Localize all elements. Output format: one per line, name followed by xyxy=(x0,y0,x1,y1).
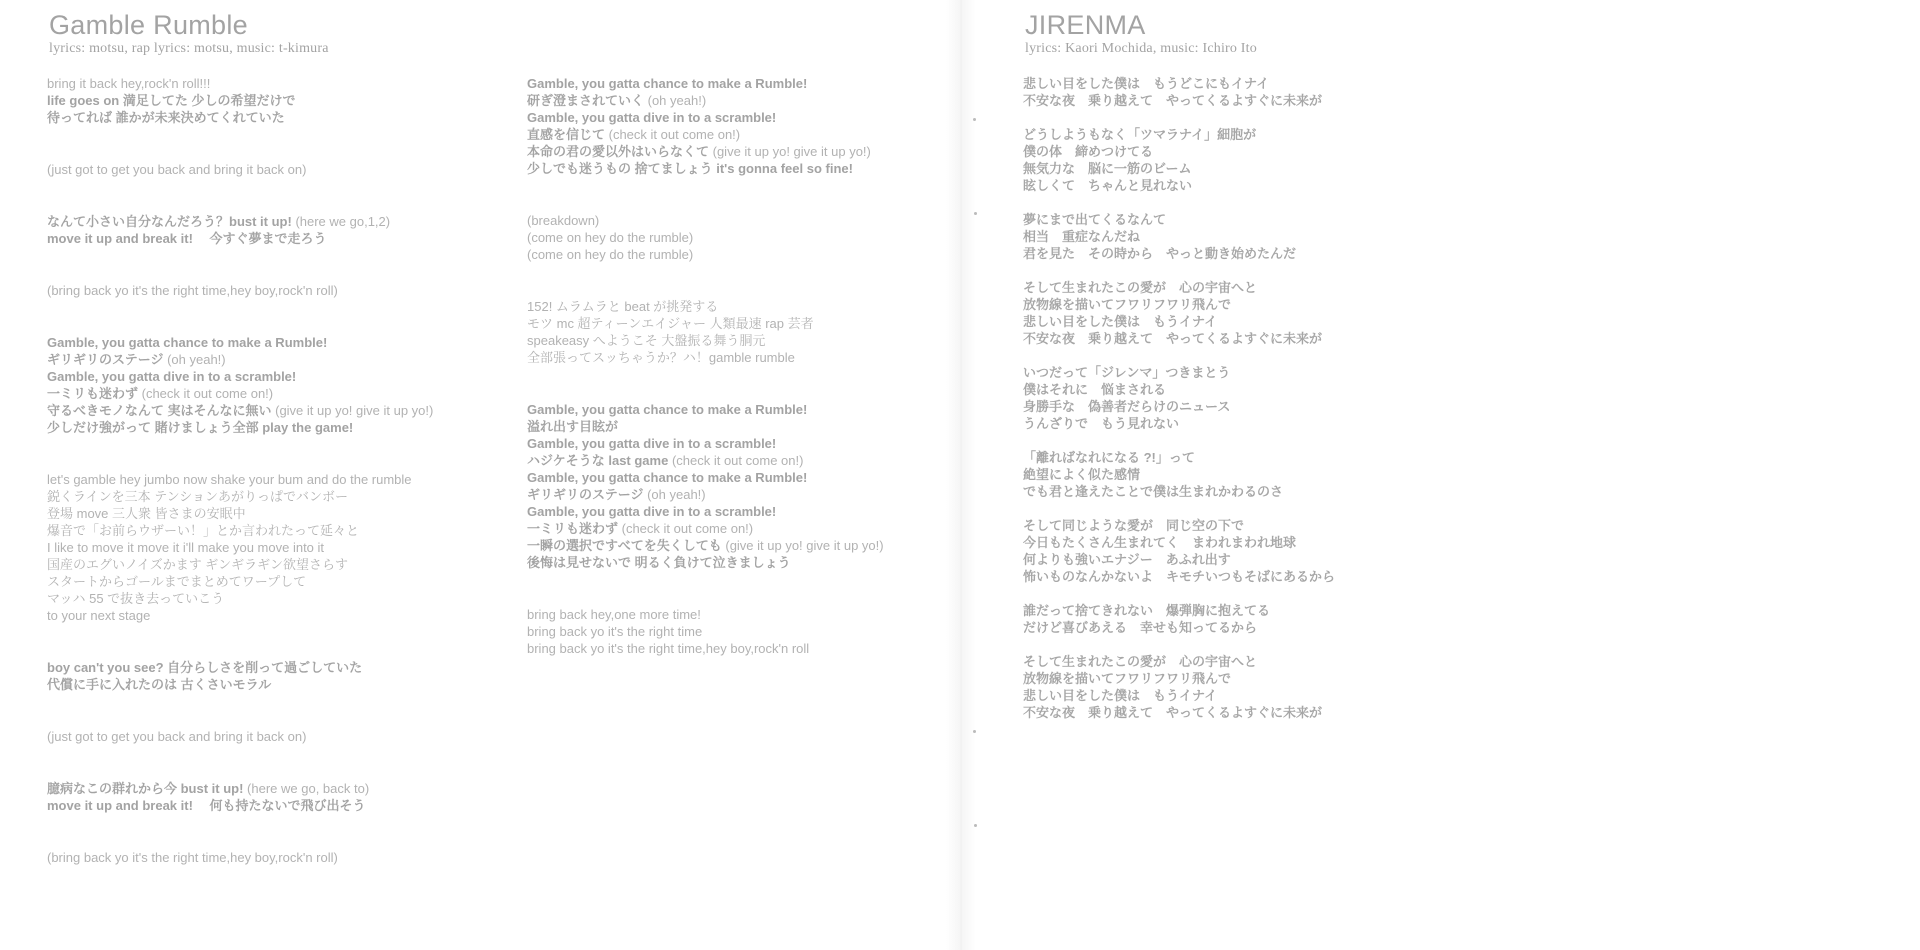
jirenma-credits: lyrics: Kaori Mochida, music: Ichiro Ito xyxy=(1025,41,1257,56)
lyric-stanza xyxy=(47,780,433,814)
lyric-aside: (just got to get you back and bring it back on) xyxy=(47,729,307,744)
lyric-line: だけど喜びあえる 幸せも知ってるから xyxy=(1023,620,1258,635)
lyric-line xyxy=(527,298,884,315)
lyric-line: 僕の体 締めつけてる xyxy=(1023,144,1154,159)
lyric-line xyxy=(527,246,884,263)
lyric-stanza xyxy=(527,401,884,571)
lyric-line xyxy=(47,213,433,230)
lyric-line xyxy=(47,161,433,178)
lyric-aside: スタートからゴールまでまとめてワープして xyxy=(47,574,307,589)
lyric-text: 少しだけ強がって 賭けましょう全部 play the game! xyxy=(47,420,354,435)
lyric-line: 悲しい目をした僕は もうイナイ xyxy=(1023,688,1218,703)
lyric-line: 夢にまで出てくるなんて xyxy=(1023,212,1167,227)
lyric-line xyxy=(527,160,884,177)
lyric-line xyxy=(527,520,884,537)
lyric-aside: 爆音で「お前らウザーい！」とか言われたって延々と xyxy=(47,523,360,538)
lyric-aside: (oh yeah!) xyxy=(167,352,226,367)
lyric-stanza xyxy=(47,728,433,745)
lyric-line xyxy=(47,334,433,351)
lyric-line xyxy=(527,469,884,486)
lyric-stanza xyxy=(47,659,433,693)
lyric-aside: (breakdown) xyxy=(527,213,600,228)
lyric-stanza xyxy=(47,471,433,624)
lyric-text: Gamble, you gatta chance to make a Rumble! xyxy=(47,335,328,350)
lyric-aside: モツ mc 超ティーンエイジャー 人類最速 rap 芸者 xyxy=(527,316,814,331)
lyric-line xyxy=(47,556,433,573)
lyric-stanza xyxy=(527,298,884,366)
lyric-text: なんて小さい自分なんだろう？bust it up! xyxy=(47,214,296,229)
lyric-text: Gamble, you gatta chance to make a Rumble! xyxy=(527,470,808,485)
lyric-line: 君を見た その時から やっと動き始めたんだ xyxy=(1023,246,1297,261)
lyric-aside: (give it up yo! give it up yo!) xyxy=(712,144,871,159)
lyric-line: 絶望によく似た感情 xyxy=(1023,467,1141,482)
lyric-aside: bring back yo it's the right time,hey boy,rock'n roll xyxy=(527,641,810,656)
lyric-aside: (check it out come on!) xyxy=(671,453,804,468)
lyric-aside: (oh yeah!) xyxy=(647,93,707,108)
lyric-line xyxy=(527,332,884,349)
lyric-text: move it up and break it! 何も持たないで飛び出そう xyxy=(47,798,366,813)
lyric-aside: (give it up yo! give it up yo!) xyxy=(725,538,884,553)
lyric-stanza xyxy=(1023,211,1335,262)
lyric-text: ギリギリのステージ xyxy=(47,352,168,367)
lyric-line: そして生まれたこの愛が 心の宇宙へと xyxy=(1023,654,1258,669)
lyric-aside: 登場 move 三人衆 皆さまの安眠中 xyxy=(47,506,246,521)
lyric-text: 本命の君の愛以外はいらなくて xyxy=(527,144,713,159)
lyric-text: 一ミリも迷わず xyxy=(47,386,142,401)
lyric-aside: 152! ムラムラと beat が挑発する xyxy=(527,299,719,314)
lyric-line xyxy=(527,503,884,520)
lyric-line xyxy=(527,143,884,160)
lyric-line xyxy=(47,590,433,607)
lyric-text: Gamble, you gatta dive in to a scramble! xyxy=(527,504,777,519)
lyric-line xyxy=(47,607,433,624)
lyric-line: うんざりで もう見れない xyxy=(1023,416,1180,431)
lyric-line: 悲しい目をした僕は もうイナイ xyxy=(1023,314,1218,329)
lyric-aside: (give it up yo! give it up yo!) xyxy=(275,403,434,418)
lyric-text: Gamble, you gatta chance to make a Rumble! xyxy=(527,76,808,91)
lyric-aside: (check it out come on!) xyxy=(608,127,741,142)
lyric-line: でも君と逢えたことで僕は生まれかわるのさ xyxy=(1023,484,1284,499)
lyric-line: 誰だって捨てきれない 爆弾胸に抱えてる xyxy=(1023,603,1271,618)
lyric-aside: 国産のエグいノイズかます ギンギラギン欲望さらす xyxy=(47,557,349,572)
lyric-stanza xyxy=(47,282,433,299)
lyric-text: Gamble, you gatta dive in to a scramble! xyxy=(527,110,777,125)
lyric-stanza xyxy=(527,606,884,657)
lyric-line xyxy=(527,109,884,126)
jirenma-title: JIRENMA xyxy=(1025,10,1146,40)
lyric-aside: bring back hey,one more time! xyxy=(527,607,701,622)
lyric-line xyxy=(527,229,884,246)
lyric-text: 溢れ出す目眩が xyxy=(527,419,619,434)
lyric-stanza xyxy=(47,213,433,247)
lyric-aside: (check it out come on!) xyxy=(141,386,274,401)
lyric-line: 不安な夜 乗り越えて やってくるよすぐに未来が xyxy=(1023,705,1323,720)
lyric-line: 不安な夜 乗り越えて やってくるよすぐに未来が xyxy=(1023,331,1323,346)
lyric-text: life goes on 満足してた 少しの希望だけで xyxy=(47,93,296,108)
lyric-line xyxy=(47,471,433,488)
lyric-aside: (oh yeah!) xyxy=(647,487,706,502)
lyric-stanza xyxy=(47,849,433,866)
lyric-aside: bring back yo it's the right time xyxy=(527,624,703,639)
lyric-text: Gamble, you gatta dive in to a scramble! xyxy=(47,369,297,384)
gamble-rumble-column-2 xyxy=(527,75,884,692)
lyric-line xyxy=(47,351,433,368)
gamble-rumble-credits: lyrics: motsu, rap lyrics: motsu, music: t-kimura xyxy=(49,41,329,56)
lyric-text: ギリギリのステージ xyxy=(527,487,648,502)
lyric-aside: (here we go,1,2) xyxy=(295,214,391,229)
lyric-line xyxy=(527,92,884,109)
lyric-stanza xyxy=(47,161,433,178)
lyric-line: 放物線を描いてフワリフワリ飛んで xyxy=(1023,297,1232,312)
lyric-aside: (bring back yo it's the right time,hey boy,rock'n roll) xyxy=(47,850,338,865)
lyric-text: 臆病なこの群れから今 bust it up! xyxy=(47,781,248,796)
scan-speck xyxy=(973,730,976,733)
lyric-text: 代償に手に入れたのは 古くさいモラル xyxy=(47,677,272,692)
lyric-stanza xyxy=(47,75,433,126)
lyric-line: 怖いものなんかないよ キモチいつもそばにあるから xyxy=(1023,569,1336,584)
lyric-line: そして生まれたこの愛が 心の宇宙へと xyxy=(1023,280,1258,295)
lyric-line xyxy=(47,676,433,693)
lyric-line xyxy=(47,539,433,556)
lyric-line: 放物線を描いてフワリフワリ飛んで xyxy=(1023,671,1232,686)
lyric-line xyxy=(527,435,884,452)
lyric-text: 研ぎ澄まされていく xyxy=(527,93,648,108)
lyric-line xyxy=(527,349,884,366)
lyric-aside: (check it out come on!) xyxy=(621,521,754,536)
lyric-line: そして同じような愛が 同じ空の下で xyxy=(1023,518,1245,533)
lyric-line: 何よりも強いエナジー あふれ出す xyxy=(1023,552,1231,567)
lyric-aside: 全部張ってスッちゃうか？ハ！gamble rumble xyxy=(527,350,795,365)
lyric-aside: (come on hey do the rumble) xyxy=(527,230,694,245)
scan-speck xyxy=(974,212,977,215)
lyric-text: Gamble, you gatta chance to make a Rumble! xyxy=(527,402,808,417)
lyric-aside: (bring back yo it's the right time,hey boy,rock'n roll) xyxy=(47,283,338,298)
lyric-aside: マッハ 55 で抜き去っていこう xyxy=(47,591,225,606)
scan-speck xyxy=(973,118,976,121)
lyric-line: どうしようもなく「ツマラナイ」細胞が xyxy=(1023,127,1257,142)
lyric-line xyxy=(47,109,433,126)
lyric-line: 僕はそれに 悩まされる xyxy=(1023,382,1167,397)
lyric-line xyxy=(47,368,433,385)
lyric-aside: (come on hey do the rumble) xyxy=(527,247,694,262)
lyric-text: 守るべきモノなんて 実はそんなに無い xyxy=(47,403,276,418)
lyric-line xyxy=(527,486,884,503)
lyric-line xyxy=(47,780,433,797)
lyric-aside: (here we go, back to) xyxy=(247,781,370,796)
lyric-stanza xyxy=(1023,75,1335,109)
page-gutter xyxy=(946,0,976,950)
lyric-line xyxy=(527,554,884,571)
lyric-text: 直感を信じて xyxy=(527,127,609,142)
lyric-line xyxy=(47,282,433,299)
lyric-line xyxy=(527,640,884,657)
lyric-text: 一ミリも迷わず xyxy=(527,521,622,536)
lyric-text: Gamble, you gatta dive in to a scramble! xyxy=(527,436,777,451)
lyric-stanza xyxy=(1023,364,1335,432)
lyric-line xyxy=(527,401,884,418)
lyric-aside: 鋭くラインを三本 テンションあがりっぱでバンボー xyxy=(47,489,348,504)
lyric-text: 待ってれば 誰かが未来決めてくれていた xyxy=(47,110,285,125)
lyric-line xyxy=(47,659,433,676)
lyric-stanza xyxy=(527,75,884,177)
lyric-line: 身勝手な 偽善者だらけのニュース xyxy=(1023,399,1231,414)
lyric-line xyxy=(47,573,433,590)
lyric-line xyxy=(47,728,433,745)
lyric-line: 無気力な 脳に一筋のビーム xyxy=(1023,161,1192,176)
lyric-line: いつだって「ジレンマ」つきまとう xyxy=(1023,365,1231,380)
lyric-line xyxy=(47,230,433,247)
lyric-stanza xyxy=(1023,517,1335,585)
lyric-line xyxy=(527,606,884,623)
lyric-stanza xyxy=(1023,279,1335,347)
lyric-text: 後悔は見せないで 明るく負けて泣きましょう xyxy=(527,555,791,570)
lyric-text: ハジケそうな last game xyxy=(527,453,672,468)
lyric-line: 「離ればなれになる ?!」って xyxy=(1023,450,1195,465)
lyric-text: 一瞬の選択ですべてを失くしても xyxy=(527,538,726,553)
lyric-line xyxy=(527,75,884,92)
lyric-line xyxy=(527,315,884,332)
lyric-aside: let's gamble hey jumbo now shake your bum and do the rumble xyxy=(47,472,412,487)
lyric-line xyxy=(527,623,884,640)
lyric-line xyxy=(47,488,433,505)
gamble-rumble-title: Gamble Rumble xyxy=(49,10,248,40)
lyric-line xyxy=(527,418,884,435)
lyric-stanza xyxy=(47,334,433,436)
lyric-line: 眩しくて ちゃんと見れない xyxy=(1023,178,1193,193)
lyric-line xyxy=(527,452,884,469)
lyric-line xyxy=(47,797,433,814)
lyric-line: 相当 重症なんだね xyxy=(1023,229,1141,244)
lyric-line xyxy=(47,419,433,436)
scan-speck xyxy=(974,824,977,827)
lyric-line: 不安な夜 乗り越えて やってくるよすぐに未来が xyxy=(1023,93,1323,108)
lyric-stanza xyxy=(1023,126,1335,194)
lyric-aside: bring it back hey,rock'n roll!!! xyxy=(47,76,211,91)
lyric-aside: to your next stage xyxy=(47,608,151,623)
lyric-text: 少しでも迷うもの 捨てましょう it's gonna feel so fine! xyxy=(527,161,853,176)
lyric-line xyxy=(47,385,433,402)
lyric-line xyxy=(47,505,433,522)
jirenma-lyrics-column xyxy=(1023,75,1335,738)
lyric-aside: (just got to get you back and bring it back on) xyxy=(47,162,307,177)
lyric-stanza xyxy=(527,212,884,263)
lyric-aside: speakeasy へようこそ 大盤振る舞う胴元 xyxy=(527,333,766,348)
gamble-rumble-column-1 xyxy=(47,75,433,901)
lyric-line xyxy=(47,402,433,419)
lyric-line xyxy=(527,212,884,229)
lyric-line: 今日もたくさん生まれてく まわれまわれ地球 xyxy=(1023,535,1297,550)
lyric-line xyxy=(527,537,884,554)
lyric-line xyxy=(47,75,433,92)
lyric-line xyxy=(47,522,433,539)
lyric-line xyxy=(47,849,433,866)
lyric-stanza xyxy=(1023,602,1335,636)
lyric-line xyxy=(527,126,884,143)
lyric-text: move it up and break it! 今すぐ夢まで走ろう xyxy=(47,231,327,246)
lyric-line xyxy=(47,92,433,109)
lyric-line: 悲しい目をした僕は もうどこにもイナイ xyxy=(1023,76,1270,91)
lyric-stanza xyxy=(1023,653,1335,721)
lyric-stanza xyxy=(1023,449,1335,500)
lyric-text: boy can't you see? 自分らしさを削って過ごしていた xyxy=(47,660,363,675)
lyric-aside: I like to move it move it i'll make you move into it xyxy=(47,540,325,555)
